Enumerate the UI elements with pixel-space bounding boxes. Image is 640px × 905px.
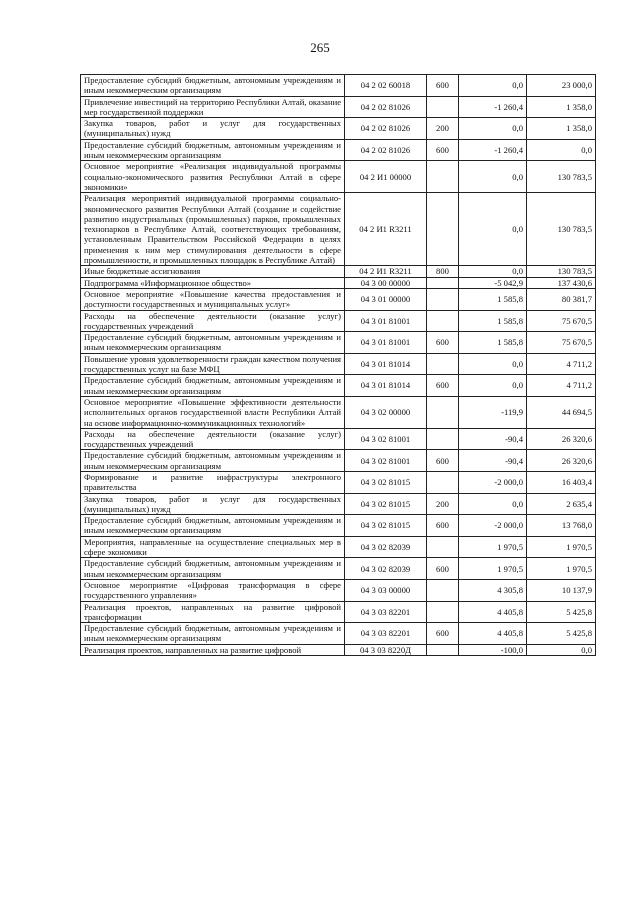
- row-change-amount: 1 970,5: [459, 536, 527, 558]
- row-expense-type: 600: [427, 623, 459, 645]
- row-total-amount: 4 711,2: [527, 353, 596, 375]
- row-total-amount: 130 783,5: [527, 266, 596, 277]
- row-expense-type: [427, 353, 459, 375]
- row-target-code: 04 2 02 81026: [345, 96, 427, 118]
- row-total-amount: 1 358,0: [527, 118, 596, 140]
- row-expense-type: [427, 193, 459, 266]
- row-name: Повышение уровня удовлетворенности граждан качеством получения государственных услуг на базе МФЦ: [81, 353, 345, 375]
- row-change-amount: 4 305,8: [459, 579, 527, 601]
- row-target-code: 04 3 02 81015: [345, 471, 427, 493]
- row-change-amount: -2 000,0: [459, 471, 527, 493]
- row-change-amount: 0,0: [459, 266, 527, 277]
- row-change-amount: -90,4: [459, 428, 527, 450]
- table-row: [81, 601, 596, 623]
- row-target-code: 04 2 02 81026: [345, 118, 427, 140]
- row-expense-type: [427, 471, 459, 493]
- table-row: [81, 96, 596, 118]
- row-name: Привлечение инвестиций на территорию Республики Алтай, оказание мер государственной поддержки: [81, 96, 345, 118]
- row-name: Формирование и развитие инфраструктуры электронного правительства: [81, 471, 345, 493]
- row-name: Реализация проектов, направленных на развитие цифровой трансформации: [81, 601, 345, 623]
- row-total-amount: 80 381,7: [527, 288, 596, 310]
- row-target-code: 04 3 02 82039: [345, 536, 427, 558]
- row-expense-type: 600: [427, 450, 459, 472]
- row-total-amount: 75 670,5: [527, 332, 596, 354]
- row-total-amount: 23 000,0: [527, 75, 596, 97]
- row-target-code: 04 2 02 60018: [345, 75, 427, 97]
- row-expense-type: 600: [427, 558, 459, 580]
- table-row: [81, 450, 596, 472]
- table-row: [81, 471, 596, 493]
- row-total-amount: 44 694,5: [527, 396, 596, 428]
- table-row: [81, 396, 596, 428]
- row-expense-type: [427, 644, 459, 655]
- row-change-amount: 4 405,8: [459, 601, 527, 623]
- row-target-code: 04 2 И1 00000: [345, 161, 427, 193]
- row-name: Основное мероприятие «Реализация индивидуальной программы социально-экономического развития Республики Алтай в сфере экономики»: [81, 161, 345, 193]
- row-total-amount: 130 783,5: [527, 193, 596, 266]
- row-target-code: 04 3 02 81015: [345, 515, 427, 537]
- row-name: Подпрограмма «Информационное общество»: [81, 277, 345, 288]
- budget-table-body: [81, 75, 596, 656]
- row-expense-type: [427, 601, 459, 623]
- row-change-amount: -100,0: [459, 644, 527, 655]
- row-name: Реализация мероприятий индивидуальной программы социально-экономического развития Республики Алтай (создание и содействие развитию индустриальных (промышленных) парков, промышленных технопарков в Республике Алтай, соответствующих требованиям, установленным Правительством Российской Федерации в целях применения к ним мер стимулирования деятельности в сфере промышленности, и промышленных площадок в Республике Алтай): [81, 193, 345, 266]
- row-change-amount: 0,0: [459, 375, 527, 397]
- row-name: Иные бюджетные ассигнования: [81, 266, 345, 277]
- table-row: [81, 428, 596, 450]
- row-change-amount: -119,9: [459, 396, 527, 428]
- row-name: Предоставление субсидий бюджетным, автономным учреждениям и иным некоммерческим организациям: [81, 75, 345, 97]
- row-name: Мероприятия, направленные на осуществление специальных мер в сфере экономики: [81, 536, 345, 558]
- table-row: [81, 515, 596, 537]
- table-row: [81, 118, 596, 140]
- row-name: Предоставление субсидий бюджетным, автономным учреждениям и иным некоммерческим организациям: [81, 332, 345, 354]
- row-total-amount: 26 320,6: [527, 428, 596, 450]
- table-row: [81, 161, 596, 193]
- row-target-code: 04 3 03 8220Д: [345, 644, 427, 655]
- row-expense-type: [427, 536, 459, 558]
- row-change-amount: -2 000,0: [459, 515, 527, 537]
- row-expense-type: [427, 288, 459, 310]
- row-change-amount: 0,0: [459, 353, 527, 375]
- row-name: Основное мероприятие «Повышение эффективности деятельности исполнительных органов государственной власти Республики Алтай на основе информационно-коммуникационных технологий»: [81, 396, 345, 428]
- row-expense-type: 600: [427, 139, 459, 161]
- row-name: Основное мероприятие «Повышение качества предоставления и доступности государственных и муниципальных услуг»: [81, 288, 345, 310]
- row-name: Предоставление субсидий бюджетным, автономным учреждениям и иным некоммерческим организациям: [81, 450, 345, 472]
- row-target-code: 04 3 01 81001: [345, 332, 427, 354]
- row-change-amount: 1 585,8: [459, 310, 527, 332]
- table-row: [81, 644, 596, 655]
- row-change-amount: -90,4: [459, 450, 527, 472]
- row-total-amount: 10 137,9: [527, 579, 596, 601]
- row-total-amount: 2 635,4: [527, 493, 596, 515]
- row-name: Предоставление субсидий бюджетным, автономным учреждениям и иным некоммерческим организациям: [81, 558, 345, 580]
- row-change-amount: 0,0: [459, 161, 527, 193]
- row-name: Расходы на обеспечение деятельности (оказание услуг) государственных учреждений: [81, 428, 345, 450]
- row-expense-type: [427, 277, 459, 288]
- row-target-code: 04 3 03 82201: [345, 623, 427, 645]
- table-row: [81, 266, 596, 277]
- row-target-code: 04 2 02 81026: [345, 139, 427, 161]
- row-total-amount: 0,0: [527, 139, 596, 161]
- table-row: [81, 75, 596, 97]
- table-row: [81, 353, 596, 375]
- row-name: Расходы на обеспечение деятельности (оказание услуг) государственных учреждений: [81, 310, 345, 332]
- row-expense-type: [427, 161, 459, 193]
- row-total-amount: 75 670,5: [527, 310, 596, 332]
- row-name: Предоставление субсидий бюджетным, автономным учреждениям и иным некоммерческим организациям: [81, 515, 345, 537]
- row-total-amount: 5 425,8: [527, 601, 596, 623]
- row-target-code: 04 3 02 00000: [345, 396, 427, 428]
- row-change-amount: 0,0: [459, 193, 527, 266]
- row-total-amount: 13 768,0: [527, 515, 596, 537]
- row-change-amount: 1 970,5: [459, 558, 527, 580]
- row-change-amount: 0,0: [459, 75, 527, 97]
- row-name: Закупка товаров, работ и услуг для государственных (муниципальных) нужд: [81, 493, 345, 515]
- row-name: Предоставление субсидий бюджетным, автономным учреждениям и иным некоммерческим организациям: [81, 375, 345, 397]
- table-row: [81, 558, 596, 580]
- row-change-amount: -1 260,4: [459, 139, 527, 161]
- row-target-code: 04 3 00 00000: [345, 277, 427, 288]
- table-row: [81, 310, 596, 332]
- row-expense-type: [427, 310, 459, 332]
- row-change-amount: 1 585,8: [459, 332, 527, 354]
- row-total-amount: 1 358,0: [527, 96, 596, 118]
- page-number: 265: [310, 40, 330, 55]
- row-target-code: 04 3 01 81001: [345, 310, 427, 332]
- row-expense-type: [427, 428, 459, 450]
- row-expense-type: 200: [427, 493, 459, 515]
- row-expense-type: 800: [427, 266, 459, 277]
- row-name: Основное мероприятие «Цифровая трансформация в сфере государственного управления»: [81, 579, 345, 601]
- row-change-amount: 4 405,8: [459, 623, 527, 645]
- row-change-amount: -1 260,4: [459, 96, 527, 118]
- row-name: Предоставление субсидий бюджетным, автономным учреждениям и иным некоммерческим организациям: [81, 139, 345, 161]
- row-total-amount: 5 425,8: [527, 623, 596, 645]
- budget-table: [80, 74, 596, 656]
- row-expense-type: [427, 96, 459, 118]
- row-total-amount: 4 711,2: [527, 375, 596, 397]
- row-target-code: 04 3 02 82039: [345, 558, 427, 580]
- table-row: [81, 579, 596, 601]
- row-total-amount: 0,0: [527, 644, 596, 655]
- row-total-amount: 1 970,5: [527, 536, 596, 558]
- row-expense-type: 600: [427, 515, 459, 537]
- row-expense-type: 200: [427, 118, 459, 140]
- row-change-amount: 0,0: [459, 118, 527, 140]
- table-row: [81, 193, 596, 266]
- table-row: [81, 623, 596, 645]
- row-name: Предоставление субсидий бюджетным, автономным учреждениям и иным некоммерческим организациям: [81, 623, 345, 645]
- row-change-amount: -5 042,9: [459, 277, 527, 288]
- row-total-amount: 26 320,6: [527, 450, 596, 472]
- table-row: [81, 288, 596, 310]
- row-expense-type: 600: [427, 75, 459, 97]
- row-expense-type: 600: [427, 332, 459, 354]
- row-target-code: 04 3 03 00000: [345, 579, 427, 601]
- row-change-amount: 0,0: [459, 493, 527, 515]
- row-target-code: 04 3 01 81014: [345, 375, 427, 397]
- table-row: [81, 277, 596, 288]
- table-row: [81, 536, 596, 558]
- row-total-amount: 137 430,6: [527, 277, 596, 288]
- table-row: [81, 375, 596, 397]
- row-target-code: 04 3 02 81001: [345, 428, 427, 450]
- row-total-amount: 1 970,5: [527, 558, 596, 580]
- row-name: Закупка товаров, работ и услуг для государственных (муниципальных) нужд: [81, 118, 345, 140]
- table-row: [81, 332, 596, 354]
- row-target-code: 04 2 И1 R3211: [345, 266, 427, 277]
- row-expense-type: 600: [427, 375, 459, 397]
- row-total-amount: 130 783,5: [527, 161, 596, 193]
- row-target-code: 04 3 03 82201: [345, 601, 427, 623]
- row-target-code: 04 3 01 00000: [345, 288, 427, 310]
- row-expense-type: [427, 579, 459, 601]
- row-expense-type: [427, 396, 459, 428]
- row-target-code: 04 3 01 81014: [345, 353, 427, 375]
- row-target-code: 04 2 И1 R3211: [345, 193, 427, 266]
- table-row: [81, 493, 596, 515]
- row-target-code: 04 3 02 81015: [345, 493, 427, 515]
- row-change-amount: 1 585,8: [459, 288, 527, 310]
- row-target-code: 04 3 02 81001: [345, 450, 427, 472]
- table-row: [81, 139, 596, 161]
- row-total-amount: 16 403,4: [527, 471, 596, 493]
- row-name: Реализация проектов, направленных на развитие цифровой: [81, 644, 345, 655]
